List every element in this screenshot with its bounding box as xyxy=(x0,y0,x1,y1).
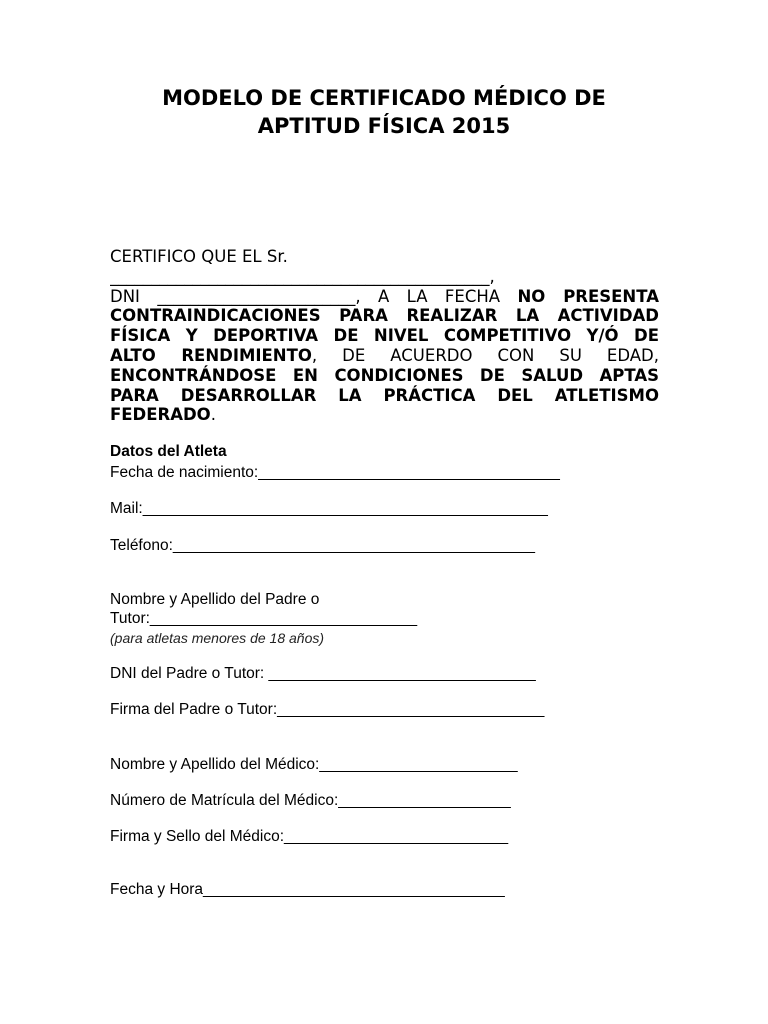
title-line-1: MODELO DE CERTIFICADO MÉDICO DE xyxy=(162,86,606,110)
athlete-dni-blank[interactable]: ________________________ xyxy=(157,286,356,306)
doctor-signature-blank[interactable]: __________________________ xyxy=(284,828,509,845)
date-text: , A LA FECHA xyxy=(355,286,501,306)
guardian-name-label-line-2: Tutor: xyxy=(110,610,150,627)
guardian-signature-field[interactable] xyxy=(110,701,544,719)
guardian-signature-label: Firma del Padre o Tutor: xyxy=(110,701,278,718)
guardian-name-label-line-1: Nombre y Apellido del Padre o xyxy=(110,591,320,608)
guardian-name-field[interactable] xyxy=(110,610,417,628)
guardian-name-blank[interactable]: _______________________________ xyxy=(149,610,418,627)
datetime-blank[interactable]: ___________________________________ xyxy=(203,881,505,898)
doctor-name-blank[interactable]: _______________________ xyxy=(319,756,518,773)
athlete-section-heading: Datos del Atleta xyxy=(110,443,227,460)
contraindications-line: CONTRAINDICACIONES PARA REALIZAR LA ACTIVIDAD xyxy=(110,306,659,326)
certify-intro: CERTIFICO QUE EL Sr. xyxy=(110,247,288,266)
birth-date-blank[interactable]: ___________________________________ xyxy=(258,464,560,481)
guardian-dni-label: DNI del Padre o Tutor: xyxy=(110,665,269,682)
doctor-signature-label: Firma y Sello del Médico: xyxy=(110,828,285,845)
birth-date-label: Fecha de nacimiento: xyxy=(110,464,259,481)
federado-period: . xyxy=(210,405,216,425)
doctor-signature-field[interactable] xyxy=(110,828,508,846)
federado-text: FEDERADO xyxy=(110,405,211,425)
mail-field[interactable] xyxy=(110,500,548,518)
alto-rendimiento-text: ALTO RENDIMIENTO xyxy=(110,345,312,365)
phone-field[interactable] xyxy=(110,537,535,555)
doctor-name-label: Nombre y Apellido del Médico: xyxy=(110,756,320,773)
datetime-field[interactable] xyxy=(110,881,505,899)
mail-blank[interactable]: _______________________________________________ xyxy=(142,500,548,517)
title-line-2: APTITUD FÍSICA 2015 xyxy=(257,114,511,138)
practice-line: PARA DESARROLLAR LA PRÁCTICA DEL ATLETISMO xyxy=(110,385,659,405)
athlete-name-blank[interactable]: ______________________________________________, xyxy=(110,266,495,286)
certification-paragraph xyxy=(110,247,659,425)
doctor-license-blank[interactable]: ____________________ xyxy=(338,792,511,809)
doctor-license-label: Número de Matrícula del Médico: xyxy=(110,792,339,809)
datetime-label: Fecha y Hora xyxy=(110,881,204,898)
health-condition-line: ENCONTRÁNDOSE EN CONDICIONES DE SALUD APTAS xyxy=(110,365,659,385)
no-presenta-text: NO PRESENTA xyxy=(517,286,659,306)
guardian-dni-blank[interactable]: _______________________________ xyxy=(268,665,536,682)
guardian-note: (para atletas menores de 18 años) xyxy=(110,630,325,646)
performance-line xyxy=(110,346,659,366)
dni-label: DNI xyxy=(110,286,140,306)
guardian-dni-field[interactable] xyxy=(110,665,536,683)
phone-blank[interactable]: __________________________________________ xyxy=(172,537,535,554)
dni-line xyxy=(110,287,659,307)
federado-line xyxy=(110,405,659,425)
birth-date-field[interactable] xyxy=(110,464,560,482)
activity-line: FÍSICA Y DEPORTIVA DE NIVEL COMPETITIVO Y/Ó DE xyxy=(110,326,659,346)
doctor-name-field[interactable] xyxy=(110,756,518,774)
doctor-license-field[interactable] xyxy=(110,792,511,810)
phone-label: Teléfono: xyxy=(110,537,173,554)
document-title xyxy=(100,84,668,140)
age-clause-text: , DE ACUERDO CON SU EDAD, xyxy=(311,345,659,365)
guardian-signature-blank[interactable]: _______________________________ xyxy=(277,701,545,718)
mail-label: Mail: xyxy=(110,500,143,517)
